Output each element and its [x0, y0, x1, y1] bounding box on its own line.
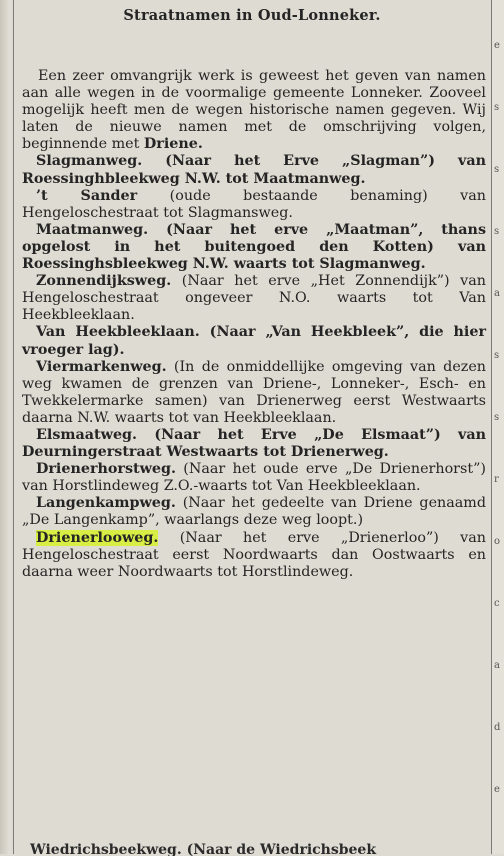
page-gutter-left — [0, 0, 10, 854]
street-name: Drienerhorstweg. — [36, 461, 176, 478]
street-description: (Naar het erve „Drienerloo”) van Hengeloschestraat eerst Noordwaarts dan Oostwaarts en daarna weer Noordwaarts tot Horstlindeweg. — [22, 529, 486, 580]
edge-glyph: a — [494, 660, 500, 671]
street-description: (Naar het Erve „Slagman”) van Roessinghbleekweg N.W. tot Maatmanweg. — [22, 153, 486, 187]
cut-off-line: Wiedrichsbeekweg. (Naar de Wiedrichsbeek — [30, 842, 377, 856]
street-description: (Naar het Erve „De Elsmaat”) van Deurningerstraat Westwaarts tot Drienerweg. — [22, 426, 486, 461]
street-entry — [22, 495, 486, 529]
edge-glyph: e — [494, 784, 500, 795]
article-body — [22, 68, 486, 581]
edge-glyph: s — [494, 226, 500, 237]
edge-glyph: s — [494, 102, 500, 113]
street-entry — [22, 273, 486, 324]
adjacent-column-fragment — [492, 0, 504, 854]
street-description: (In de onmiddellijke omgeving van dezen weg kwamen de grenzen van Driene-, Lonneker-, Esch- en Twekkelermarke samen) van Drienerweg eerst Westwaarts daarna N.W. waarts tot van Heekbleeklaan. — [22, 358, 486, 426]
edge-glyph: o — [494, 536, 501, 547]
edge-glyph: r — [494, 474, 499, 485]
street-entry — [22, 324, 486, 358]
street-description: (oude bestaande benaming) van Hengeloschestraat tot Slagmansweg. — [22, 187, 486, 221]
intro-paragraph — [22, 68, 486, 153]
street-entry — [22, 359, 486, 427]
street-entry — [22, 153, 486, 187]
street-list — [22, 153, 486, 580]
street-name: ’t Sander — [36, 187, 138, 204]
street-name: Van Heekbleeklaan. — [36, 324, 200, 341]
street-entry — [22, 530, 486, 581]
street-description: (Naar het erve „Het Zonnendijk”) van Hengeloschestraat ongeveer N.O. waarts tot Van Heekbleeklaan. — [22, 273, 486, 324]
edge-glyph: e — [494, 40, 500, 51]
street-name-highlighted: Drienerlooweg. — [36, 529, 159, 546]
street-description: (Naar het erve „Maatman”, thans opgelost in het buitengoed den Kotten) van Roessinghsbleekweg N.W. waarts tot Slagmanweg. — [22, 221, 486, 273]
street-name: Zonnendijksweg. — [36, 273, 172, 290]
street-name: Viermarkenweg. — [36, 358, 167, 375]
street-description: (Naar het gedeelte van Driene genaamd „De Langenkamp”, waarlangs deze weg loopt.) — [22, 495, 486, 529]
street-entry — [22, 188, 486, 222]
street-description: (Naar het oude erve „De Drienerhorst”) van Horstlindeweg Z.O.-waarts tot Van Heekbleeklaan. — [22, 461, 486, 495]
column-rule-left — [13, 0, 14, 854]
intro-text: Een zeer omvangrijk werk is geweest het geven van namen aan alle wegen in de voormalige gemeente Lonneker. Zooveel mogelijk heeft men de wegen historische namen gegeven. Wij laten de nieuwe namen met de omschrijving volgen, beginnende met — [22, 68, 486, 153]
street-description: (Naar „Van Heekbleek”, die hier vroeger lag). — [22, 324, 486, 358]
edge-glyph: s — [494, 412, 500, 423]
street-name: Langenkampweg. — [36, 495, 176, 512]
edge-glyph: a — [494, 288, 500, 299]
street-entry — [22, 461, 486, 495]
street-name: Slagmanweg. — [36, 153, 143, 170]
edge-glyph: s — [494, 350, 500, 361]
street-entry — [22, 427, 486, 461]
intro-place-name: Driene. — [143, 136, 203, 153]
edge-glyph: s — [494, 164, 500, 175]
street-name: Elsmaatweg. — [36, 426, 138, 443]
edge-glyph: d — [494, 722, 501, 733]
article-headline: Straatnamen in Oud-Lonneker. — [123, 7, 381, 24]
edge-glyph: c — [494, 598, 500, 609]
street-name: Maatmanweg. — [36, 221, 149, 238]
street-entry — [22, 222, 486, 273]
